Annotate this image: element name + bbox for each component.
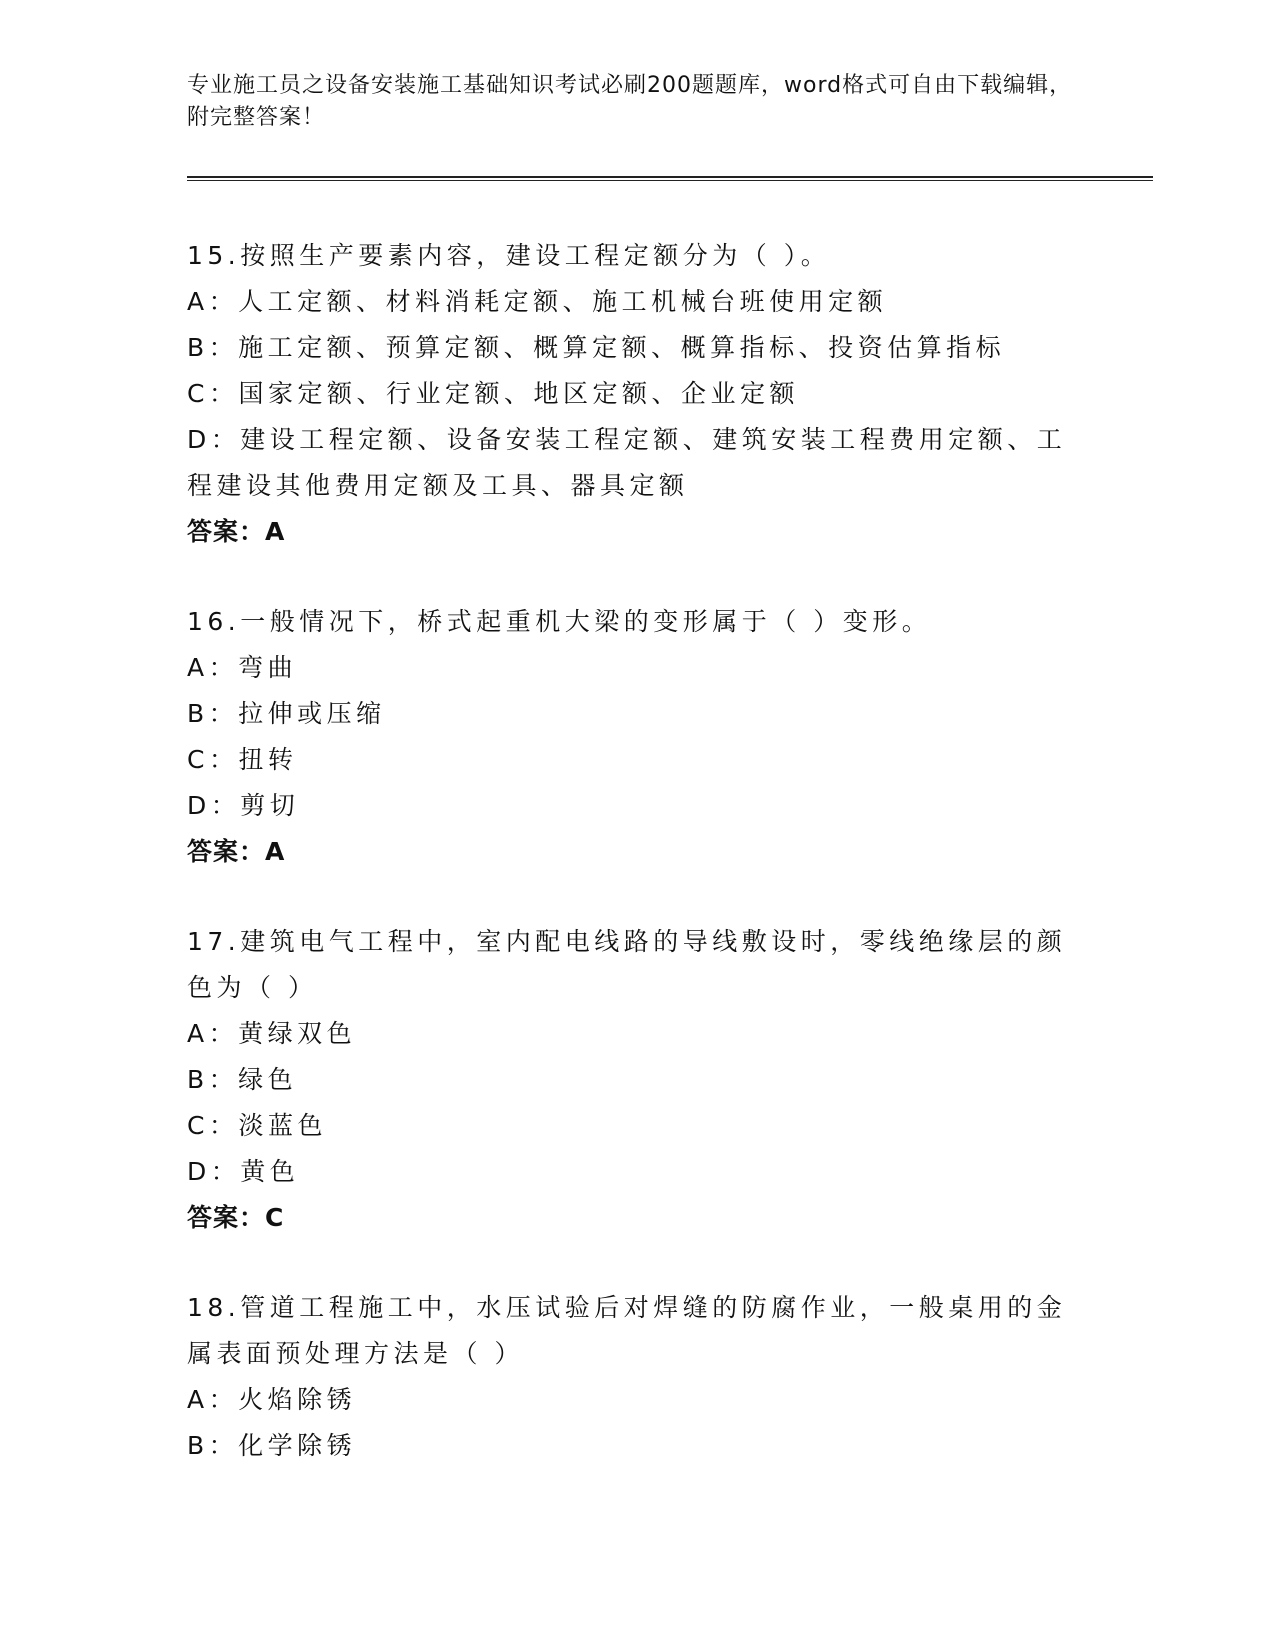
answer-line: 答案：C xyxy=(187,1203,285,1232)
question-item xyxy=(187,1285,1087,1469)
option-d: D：黄色 xyxy=(187,1157,300,1186)
question-stem: 15.按照生产要素内容，建设工程定额分为（ ）。 xyxy=(187,241,831,270)
option-b: B：拉伸或压缩 xyxy=(187,699,386,728)
answer-line: 答案：A xyxy=(187,837,286,866)
question-stem: 16.一般情况下，桥式起重机大梁的变形属于（ ）变形。 xyxy=(187,607,932,636)
question-list xyxy=(187,233,1087,1513)
page-header-title: 专业施工员之设备安装施工基础知识考试必刷200题题库，word格式可自由下载编辑，附完整答案！ xyxy=(187,73,1073,130)
option-b: B：施工定额、预算定额、概算定额、概算指标、投资估算指标 xyxy=(187,333,1006,362)
option-b: B：绿色 xyxy=(187,1065,298,1094)
option-a: A：人工定额、材料消耗定额、施工机械台班使用定额 xyxy=(187,287,888,316)
option-a: A：弯曲 xyxy=(187,653,298,682)
option-a: A：火焰除锈 xyxy=(187,1385,357,1414)
question-item xyxy=(187,233,1087,555)
option-d: D：建设工程定额、设备安装工程定额、建筑安装工程费用定额、工程建设其他费用定额及工具、器具定额 xyxy=(187,425,1067,500)
option-c: C：淡蓝色 xyxy=(187,1111,327,1140)
question-stem: 18.管道工程施工中，水压试验后对焊缝的防腐作业，一般桌用的金属表面预处理方法是（ ） xyxy=(187,1293,1067,1368)
answer-line: 答案：A xyxy=(187,517,286,546)
question-item xyxy=(187,599,1087,875)
header-divider xyxy=(187,176,1153,181)
option-c: C：扭转 xyxy=(187,745,298,774)
option-a: A：黄绿双色 xyxy=(187,1019,357,1048)
option-d: D：剪切 xyxy=(187,791,300,820)
option-c: C：国家定额、行业定额、地区定额、企业定额 xyxy=(187,379,799,408)
option-b: B：化学除锈 xyxy=(187,1431,357,1460)
question-stem: 17.建筑电气工程中，室内配电线路的导线敷设时，零线绝缘层的颜色为（ ） xyxy=(187,927,1067,1002)
question-item xyxy=(187,919,1087,1241)
